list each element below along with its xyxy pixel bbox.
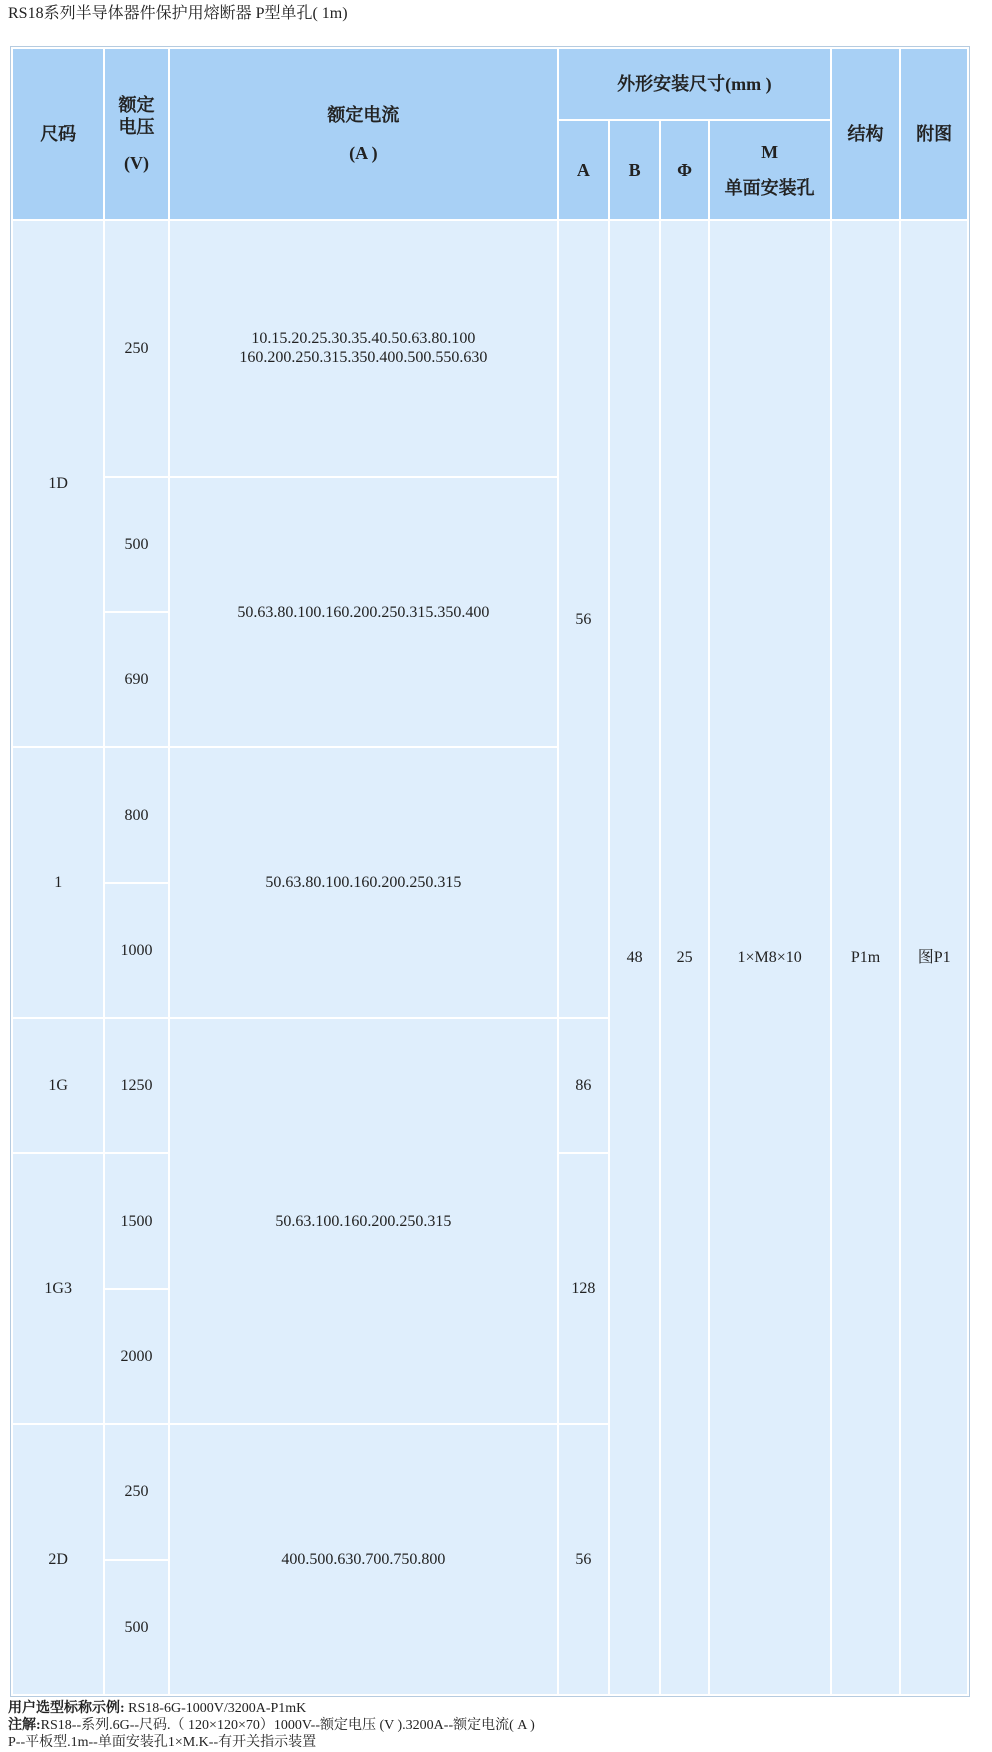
header-voltage: 额定 电压 (V): [105, 49, 167, 219]
dim-a-cell: 56: [559, 1425, 608, 1694]
size-cell: 1: [13, 748, 103, 1017]
dim-a-cell: 56: [559, 221, 608, 1017]
dim-phi-cell: 25: [661, 221, 707, 1694]
voltage-cell: 250: [105, 1425, 167, 1558]
notes: [8, 1700, 535, 1751]
header-current: 额定电流 (A ): [170, 49, 558, 219]
dim-a-cell: 128: [559, 1154, 608, 1423]
annotation-note: 注解:RS18--系列.6G--尺码.（ 120×120×70）1000V--额定电压 (V ).3200A--额定电流( A ): [8, 1718, 535, 1733]
structure-cell: P1m: [832, 221, 900, 1694]
dim-m-cell: 1×M8×10: [710, 221, 830, 1694]
header-col-a: A: [559, 121, 608, 219]
voltage-cell: 1000: [105, 884, 167, 1017]
current-cell: 50.63.80.100.160.200.250.315: [170, 748, 558, 1017]
header-col-m: M 单面安装孔: [710, 121, 830, 219]
voltage-cell: 500: [105, 478, 167, 611]
figure-cell: 图P1: [901, 221, 967, 1694]
header-col-b: B: [610, 121, 660, 219]
current-cell: 50.63.100.160.200.250.315: [170, 1019, 558, 1423]
voltage-cell: 800: [105, 748, 167, 881]
voltage-cell: 1250: [105, 1019, 167, 1152]
selection-example: 用户选型标称示例: RS18-6G-1000V/3200A-P1mK: [8, 1701, 307, 1716]
voltage-cell: 250: [105, 221, 167, 476]
header-structure: 结构: [832, 49, 900, 219]
header-size: 尺码: [13, 49, 103, 219]
current-cell: 400.500.630.700.750.800: [170, 1425, 558, 1694]
dim-a-cell: 86: [559, 1019, 608, 1152]
current-cell: 50.63.80.100.160.200.250.315.350.400: [170, 478, 558, 747]
annotation-note-cont: P--平板型.1m--单面安装孔1×M.K--有开关指示装置: [8, 1735, 317, 1750]
size-cell: 1G3: [13, 1154, 103, 1423]
voltage-cell: 2000: [105, 1290, 167, 1423]
size-cell: 2D: [13, 1425, 103, 1694]
size-cell: 1D: [13, 221, 103, 746]
header-col-phi: Φ: [661, 121, 707, 219]
current-cell: 10.15.20.25.30.35.40.50.63.80.100 160.200.250.315.350.400.500.550.630: [170, 221, 558, 476]
voltage-cell: 690: [105, 613, 167, 746]
spec-table: [10, 46, 970, 1697]
voltage-cell: 1500: [105, 1154, 167, 1287]
voltage-cell: 500: [105, 1561, 167, 1694]
header-figure: 附图: [901, 49, 967, 219]
size-cell: 1G: [13, 1019, 103, 1152]
spec-table-container: [10, 46, 970, 1697]
dim-b-cell: 48: [610, 221, 660, 1694]
header-dimensions: 外形安装尺寸(mm ): [559, 49, 829, 119]
page-title: RS18系列半导体器件保护用熔断器 P型单孔( 1m): [8, 5, 348, 22]
